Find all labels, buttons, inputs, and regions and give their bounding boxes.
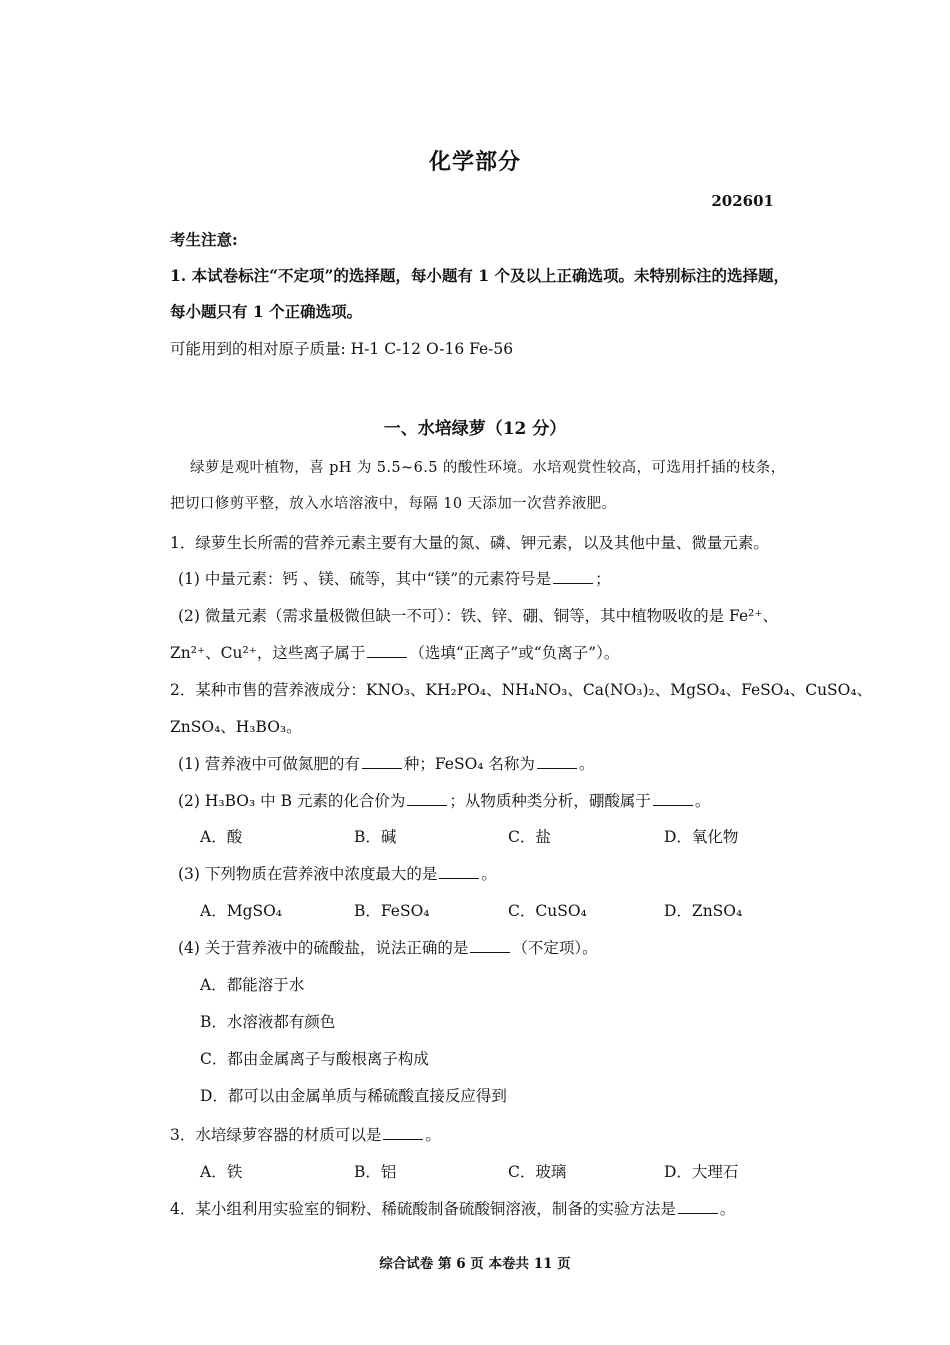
answer-blank[interactable] [653,791,693,806]
option-a[interactable]: A．酸 [200,828,243,846]
question-2-2-text-a: (2) H₃BO₃ 中 B 元素的化合价为 [178,792,406,810]
notice-item-1-line-1: 1. 本试卷标注“不定项”的选择题，每小题有 1 个及以上正确选项。未特别标注的选择题， [170,266,789,285]
option-b[interactable]: B．碱 [354,828,397,846]
question-3-text: 3．水培绿萝容器的材质可以是 [170,1126,382,1144]
answer-blank[interactable] [678,1199,718,1214]
intro-line-1: 绿萝是观叶植物，喜 pH 为 5.5~6.5 的酸性环境。水培观赏性较高，可选用扦插的枝条， [190,460,786,476]
answer-blank[interactable] [383,1125,423,1140]
option-b[interactable]: B．水溶液都有颜色 [200,1013,336,1031]
option-b[interactable]: B．铝 [354,1163,397,1181]
question-4 [170,1197,735,1221]
question-1-1 [178,567,611,591]
answer-blank[interactable] [537,754,577,769]
notice-heading: 考生注意: [170,230,238,249]
question-1-2: (2) 微量元素（需求量极微但缺一不可）：铁、锌、硼、铜等，其中植物吸收的是 Fe²⁺、 [178,607,779,625]
question-1-2-cont-text: Zn²⁺、Cu²⁺，这些离子属于 [170,644,366,662]
question-4-text: 4．某小组利用实验室的铜粉、稀硫酸制备硫酸铜溶液，制备的实验方法是 [170,1200,676,1218]
question-2-2 [178,789,710,813]
question-2-cont: ZnSO₄、H₃BO₃。 [170,718,302,736]
question-3 [170,1123,441,1147]
answer-blank[interactable] [407,791,447,806]
answer-blank[interactable] [439,864,479,879]
question-2-2-end: 。 [694,792,711,810]
question-2-4 [178,936,598,960]
question-2-1-text-a: (1) 营养液中可做氮肥的有 [178,755,360,773]
question-2-3 [178,862,497,886]
question-1-1-text: (1) 中量元素：钙 、镁、硫等，其中“镁”的元素符号是 [178,570,552,588]
answer-blank[interactable] [470,938,510,953]
option-c[interactable]: C．盐 [508,828,551,846]
question-1-1-end: ； [595,570,611,588]
question-2-4-end: （不定项）。 [512,939,598,957]
section-title: 一、水培绿萝（12 分） [383,419,567,439]
page-footer: 综合试卷 第 6 页 本卷共 11 页 [379,1256,571,1272]
exam-code: 202601 [711,192,774,210]
option-d[interactable]: D．都可以由金属单质与稀硫酸直接反应得到 [200,1087,507,1105]
option-a[interactable]: A．都能溶于水 [200,976,305,994]
option-c[interactable]: C．CuSO₄ [508,902,587,920]
question-2-3-text: (3) 下列物质在营养液中浓度最大的是 [178,865,438,883]
option-a[interactable]: A．铁 [200,1163,243,1181]
answer-blank[interactable] [553,569,593,584]
question-3-end: 。 [425,1126,441,1144]
option-d[interactable]: D．ZnSO₄ [664,902,743,920]
question-1-2-cont-end: （选填“正离子”或“负离子”）。 [409,644,620,662]
question-2-2-text-b: ；从物质种类分析，硼酸属于 [449,792,651,810]
question-4-end: 。 [719,1200,736,1218]
option-d[interactable]: D．大理石 [664,1163,739,1181]
page-title: 化学部分 [428,149,521,175]
question-2-1-text-b: 种；FeSO₄ 名称为 [403,755,535,773]
option-b[interactable]: B．FeSO₄ [354,902,430,920]
option-a[interactable]: A．MgSO₄ [200,902,283,920]
question-1: 1．绿萝生长所需的营养元素主要有大量的氮、磷、钾元素，以及其他中量、微量元素。 [170,534,769,552]
intro-line-2: 把切口修剪平整，放入水培溶液中，每隔 10 天添加一次营养液肥。 [170,496,617,512]
notice-item-1-line-2: 每小题只有 1 个正确选项。 [170,302,363,321]
option-c[interactable]: C．都由金属离子与酸根离子构成 [200,1050,429,1068]
question-2: 2．某种市售的营养液成分：KNO₃、KH₂PO₄、NH₄NO₃、Ca(NO₃)₂、MgSO₄、FeSO₄、CuSO₄、 [170,681,873,699]
answer-blank[interactable] [367,643,407,658]
question-2-1-end: 。 [578,755,595,773]
question-2-4-text: (4) 关于营养液中的硫酸盐，说法正确的是 [178,939,469,957]
question-1-2-cont [170,641,619,665]
atomic-mass-line: 可能用到的相对原子质量: H-1 C-12 O-16 Fe-56 [170,340,514,358]
question-2-3-end: 。 [481,865,497,883]
question-2-1 [178,752,594,776]
option-d[interactable]: D．氧化物 [664,828,739,846]
option-c[interactable]: C．玻璃 [508,1163,567,1181]
answer-blank[interactable] [362,754,402,769]
